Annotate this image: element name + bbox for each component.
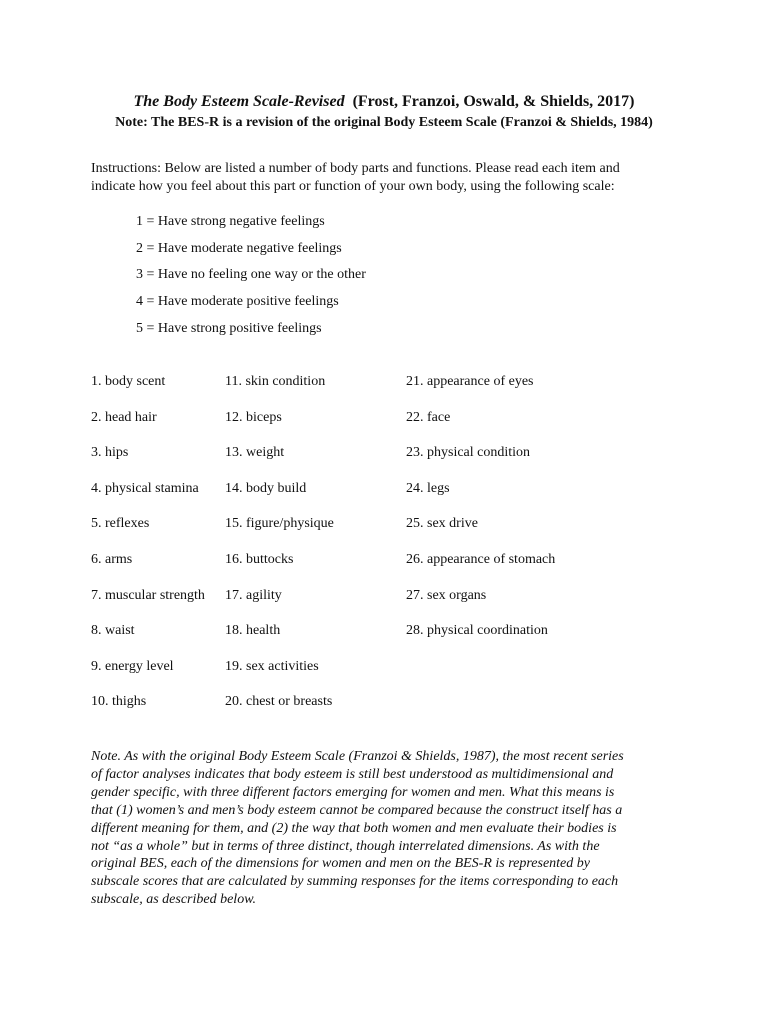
note-paragraph — [91, 748, 691, 909]
note-line: gender specific, with three different factors emerging for women and men. What this means is — [91, 784, 615, 800]
list-item: 18. health — [225, 623, 281, 639]
list-item: 9. energy level — [91, 658, 174, 674]
scale-item-2: 2 = Have moderate negative feelings — [136, 240, 342, 256]
scale-authors: (Frost, Franzoi, Oswald, & Shields, 2017) — [352, 93, 635, 110]
list-item: 26. appearance of stomach — [406, 551, 556, 567]
list-item: 4. physical stamina — [91, 480, 199, 496]
list-item: 7. muscular strength — [91, 587, 205, 603]
note-line: different meaning for them, and (2) the way that both women and men evaluate their bodies is — [91, 820, 617, 836]
list-item: 16. buttocks — [225, 551, 294, 567]
scale-item-4: 4 = Have moderate positive feelings — [136, 294, 339, 310]
list-item: 25. sex drive — [406, 516, 478, 532]
list-item: 24. legs — [406, 480, 450, 496]
note-line: Note. As with the original Body Esteem Scale (Franzoi & Shields, 1987), the most recent series — [91, 749, 624, 764]
list-item: 28. physical coordination — [406, 623, 548, 639]
list-item: 6. arms — [91, 551, 133, 567]
note-line: not “as a whole” but in terms of three distinct, though interrelated dimensions. As with the — [91, 838, 600, 854]
list-item: 20. chest or breasts — [225, 694, 333, 710]
list-item: 27. sex organs — [406, 587, 487, 603]
instructions-line: Instructions: Below are listed a number of body parts and functions. Please read each item and — [91, 161, 620, 176]
scale-item-5: 5 = Have strong positive feelings — [136, 320, 322, 336]
note-line: original BES, each of the dimensions for women and men on the BES-R is represented by — [91, 856, 590, 872]
scale-item-3: 3 = Have no feeling one way or the other — [136, 267, 366, 283]
instructions-line: indicate how you feel about this part or function of your own body, using the following scale: — [91, 179, 615, 194]
items-column-2 — [225, 373, 334, 729]
list-item: 19. sex activities — [225, 658, 319, 674]
list-item: 3. hips — [91, 445, 129, 461]
list-item: 17. agility — [225, 587, 282, 603]
items-column-1 — [91, 373, 205, 729]
list-item: 21. appearance of eyes — [406, 374, 534, 389]
list-item: 22. face — [406, 409, 451, 425]
note-line: of factor analyses indicates that body esteem is still best understood as multidimensional and — [91, 766, 614, 782]
note-line: subscale scores that are calculated by summing responses for the items corresponding to each — [91, 874, 619, 890]
note-line: subscale, as described below. — [91, 892, 256, 908]
rating-scale — [136, 213, 366, 346]
list-item: 10. thighs — [91, 694, 147, 710]
list-item: 11. skin condition — [225, 374, 326, 389]
instructions — [91, 160, 691, 196]
list-item: 5. reflexes — [91, 516, 150, 532]
list-item: 2. head hair — [91, 409, 157, 425]
scale-title: The Body Esteem Scale-Revised — [133, 93, 345, 110]
list-item: 14. body build — [225, 480, 307, 496]
scale-item-1: 1 = Have strong negative feelings — [136, 214, 325, 229]
list-item: 23. physical condition — [406, 445, 531, 461]
revision-note: Note: The BES-R is a revision of the original Body Esteem Scale (Franzoi & Shields, 1984) — [115, 115, 653, 130]
note-line: that (1) women’s and men’s body esteem cannot be compared because the construct itself has a — [91, 802, 623, 818]
items-column-3 — [406, 373, 555, 658]
document-title — [0, 93, 768, 111]
list-item: 13. weight — [225, 445, 285, 461]
list-item: 12. biceps — [225, 409, 282, 425]
list-item: 8. waist — [91, 623, 135, 639]
list-item: 1. body scent — [91, 374, 166, 389]
list-item: 15. figure/physique — [225, 516, 334, 532]
